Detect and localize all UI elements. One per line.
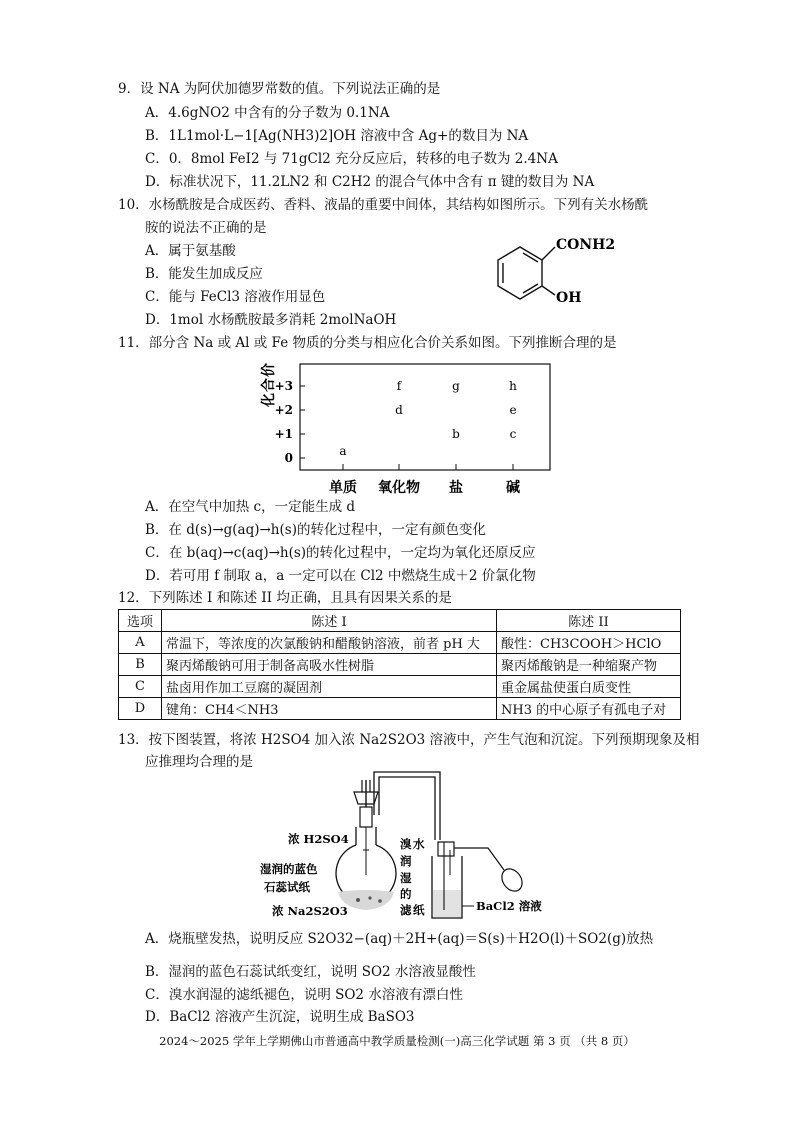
q11-option-b: B．在 d(s)→g(aq)→h(s)的转化过程中，一定有颜色变化: [145, 522, 486, 538]
table-row: [119, 654, 681, 676]
label-bromine-3: 润: [400, 854, 412, 868]
q13-option-c: C．溴水润湿的滤纸褪色，说明 SO2 水溶液有漂白性: [145, 987, 463, 1003]
salicylamide-structure: [470, 225, 620, 315]
data-point-h: h: [509, 379, 517, 393]
q10-option-a: A．属于氨基酸: [145, 243, 236, 259]
y-tick-label: +3: [274, 379, 293, 393]
label-bromine-6: 滤: [400, 903, 412, 917]
row-statement-1: 键角：CH4＜NH3: [162, 698, 497, 720]
row-statement-2: 酸性：CH3COOH＞HClO: [497, 632, 681, 654]
conh2-label: CONH2: [556, 237, 616, 253]
row-option: A: [119, 632, 162, 654]
q13-option-a: A．烧瓶壁发热，说明反应 S2O32−(aq)＋2H+(aq)＝S(s)＋H2O(l)＋SO2(g)放热: [145, 931, 654, 947]
label-conc-h2so4: 浓 H2SO4: [288, 832, 349, 846]
label-bromine-5: 的: [400, 887, 412, 901]
row-statement-2: NH3 的中心原子有孤电子对: [497, 698, 681, 720]
q9-stem: 9．设 NA 为阿伏加德罗常数的值。下列说法正确的是: [118, 81, 441, 97]
table-row: [119, 676, 681, 698]
q13-stem-line1: 13．按下图装置，将浓 H2SO4 加入浓 Na2S2O3 溶液中，产生气泡和沉淀。下列预期现象及相: [118, 732, 700, 748]
q9-option-b: B．1L1mol·L−1[Ag(NH3)2]OH 溶液中含 Ag+的数目为 NA: [145, 128, 529, 144]
table-row: [119, 698, 681, 720]
q9-option-d: D．标准状况下，11.2LN2 和 C2H2 的混合气体中含有 π 键的数目为 NA: [145, 174, 595, 190]
q13-stem-line2: 应推理均合理的是: [145, 754, 253, 770]
y-tick-label: 0: [284, 451, 293, 465]
table-row: [119, 632, 681, 654]
q10-option-c: C．能与 FeCl3 溶液作用显色: [145, 289, 326, 305]
label-conc-na2s2o3: 浓 Na2S2O3: [272, 904, 348, 918]
row-statement-1: 聚丙烯酸钠可用于制备高吸水性树脂: [162, 654, 497, 676]
label-bromine-1: 溴: [400, 837, 412, 851]
label-litmus-line2: 石蕊试纸: [264, 880, 310, 894]
q13-option-d: D．BaCl2 溶液产生沉淀，说明生成 BaSO3: [145, 1009, 415, 1025]
label-bromine-7: 纸: [413, 903, 425, 917]
y-axis-label-char: 合: [261, 378, 277, 392]
q9-option-a: A．4.6gNO2 中含有的分子数为 0.1NA: [145, 105, 390, 121]
row-statement-1: 盐卤用作加工豆腐的凝固剂: [162, 676, 497, 698]
data-point-f: f: [396, 379, 402, 393]
q10-stem-line2: 胺的说法不正确的是: [145, 220, 267, 236]
header-statement-1: 陈述 I: [162, 610, 497, 632]
q10-stem-line1: 10．水杨酰胺是合成医药、香料、液晶的重要中间体，其结构如图所示。下列有关水杨酰: [118, 197, 649, 213]
oh-label: OH: [556, 290, 582, 306]
data-point-b: b: [452, 427, 460, 441]
header-statement-2: 陈述 II: [497, 610, 681, 632]
y-axis-label-char: 化: [261, 393, 277, 407]
x-category-label: 盐: [449, 480, 463, 496]
data-point-a: a: [339, 444, 347, 458]
label-bromine-4: 湿: [400, 871, 412, 885]
row-statement-1: 常温下，等浓度的次氯酸钠和醋酸钠溶液，前者 pH 大: [162, 632, 497, 654]
label-litmus-line1: 湿润的蓝色: [260, 862, 318, 876]
row-option: B: [119, 654, 162, 676]
q11-option-a: A．在空气中加热 c，一定能生成 d: [145, 499, 356, 515]
y-tick-label: +2: [274, 403, 293, 417]
q10-option-d: D．1mol 水杨酰胺最多消耗 2molNaOH: [145, 312, 397, 328]
page-footer: 2024～2025 学年上学期佛山市普通高中教学质量检测(一)高三化学试题 第 3 页 （共 8 页）: [159, 1034, 635, 1048]
q13-option-b: B．湿润的蓝色石蕊试纸变红，说明 SO2 水溶液显酸性: [145, 964, 476, 980]
data-point-g: g: [452, 379, 460, 393]
y-axis-label-char: 价: [261, 363, 277, 377]
q11-option-c: C．在 b(aq)→c(aq)→h(s)的转化过程中，一定均为氧化还原反应: [145, 545, 536, 561]
data-point-d: d: [395, 403, 403, 417]
row-statement-2: 重金属盐使蛋白质变性: [497, 676, 681, 698]
q11-stem: 11．部分含 Na 或 Al 或 Fe 物质的分类与相应化合价关系如图。下列推断合理的是: [118, 335, 617, 351]
apparatus-diagram: [250, 770, 560, 925]
q12-stem: 12．下列陈述 I 和陈述 II 均正确，且具有因果关系的是: [118, 590, 452, 606]
row-option: C: [119, 676, 162, 698]
x-category-label: 氧化物: [378, 480, 420, 496]
valence-class-chart: [261, 352, 555, 500]
q9-option-c: C．0．8mol FeI2 与 71gCl2 充分反应后，转移的电子数为 2.4NA: [145, 151, 558, 167]
x-category-label: 碱: [506, 480, 520, 496]
y-tick-label: +1: [274, 427, 293, 441]
label-bromine-2: 水: [413, 837, 425, 851]
row-option: D: [119, 698, 162, 720]
data-point-e: e: [509, 403, 517, 417]
data-point-c: c: [509, 427, 517, 441]
q12-table: [118, 609, 681, 720]
q10-option-b: B．能发生加成反应: [145, 266, 263, 282]
table-header-row: [119, 610, 681, 632]
header-option: 选项: [119, 610, 162, 632]
q11-option-d: D．若可用 f 制取 a，a 一定可以在 Cl2 中燃烧生成＋2 价氯化物: [145, 568, 536, 584]
x-category-label: 单质: [329, 480, 357, 496]
label-bacl2-solution: BaCl2 溶液: [476, 899, 542, 913]
row-statement-2: 聚丙烯酸钠是一种缩聚产物: [497, 654, 681, 676]
